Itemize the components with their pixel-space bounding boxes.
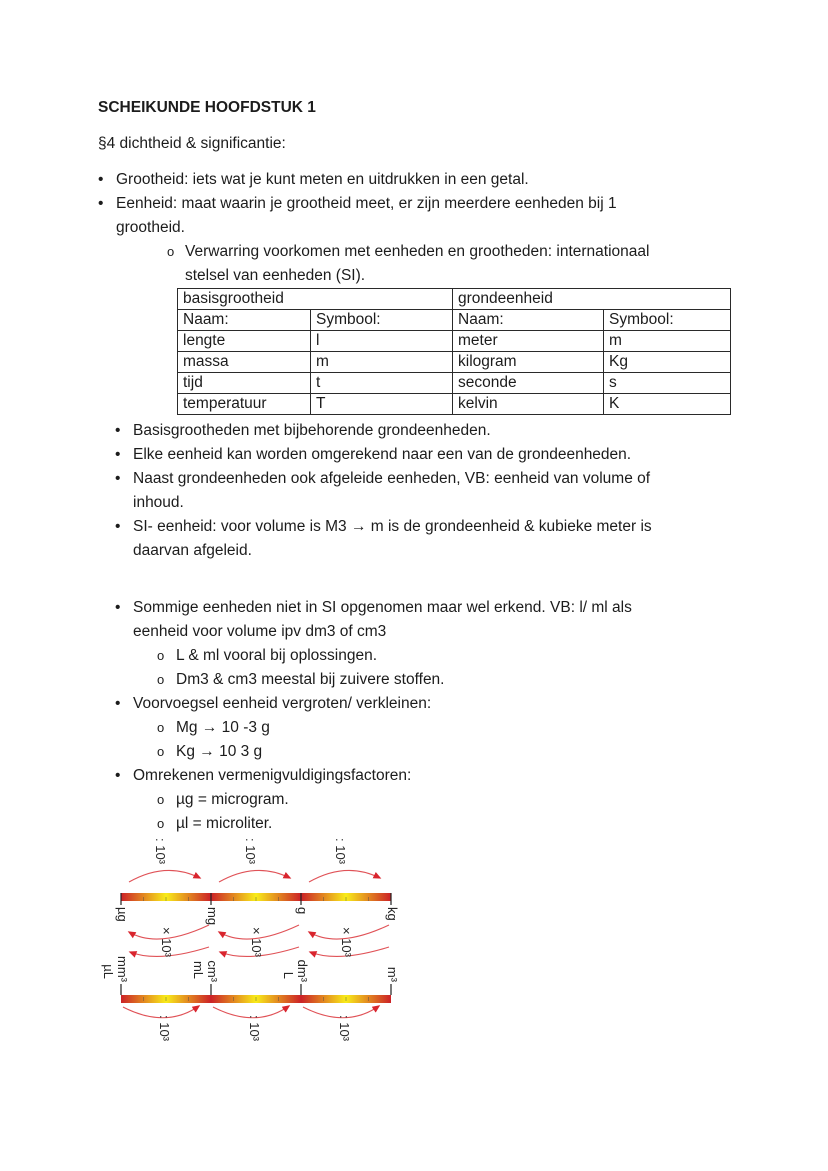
- divide-label: : 10³: [337, 1015, 352, 1042]
- divide-label: : 10³: [243, 838, 258, 865]
- divide-arrow: [129, 870, 200, 882]
- list-item-text: Verwarring voorkomen met eenheden en grootheden: internationaal: [185, 243, 650, 260]
- table-row: [178, 352, 731, 373]
- list-item-text: stelsel van eenheden (SI).: [185, 267, 366, 284]
- list-item: [115, 764, 788, 788]
- list-item-text: Sommige eenheden niet in SI opgenomen maar wel erkend. VB: l/ ml als: [133, 599, 632, 616]
- circle-marker: o: [157, 744, 165, 759]
- list-item: [167, 240, 788, 288]
- list-item-text: µg = microgram.: [176, 791, 289, 808]
- list-item-text: Grootheid: iets wat je kunt meten en uitdrukken in een getal.: [116, 171, 529, 188]
- column-header: Naam:: [178, 310, 311, 331]
- circle-marker: o: [157, 792, 165, 807]
- table-cell: t: [311, 373, 453, 394]
- table-row: [178, 373, 731, 394]
- table-header-basisgrootheid: basisgrootheid: [178, 289, 453, 310]
- list-item-text: grootheid.: [116, 219, 185, 236]
- volume-unit-label: µL: [101, 964, 116, 979]
- list-item-text: µl = microliter.: [176, 815, 273, 832]
- bullet-marker: •: [115, 470, 121, 487]
- multiply-label: × 10³: [159, 927, 174, 957]
- table-cell: tijd: [178, 373, 311, 394]
- list-item: [115, 515, 788, 563]
- mass-unit-label: kg: [385, 907, 400, 921]
- bullet-marker: •: [115, 518, 121, 535]
- table-cell: m: [311, 352, 453, 373]
- list-item-text: Voorvoegsel eenheid vergroten/ verkleinen:: [133, 695, 432, 712]
- divide-arrow: [309, 870, 380, 882]
- list-item-text: Basisgrootheden met bijbehorende grondeenheden.: [133, 422, 491, 439]
- table-cell: massa: [178, 352, 311, 373]
- list-item-text: Dm3 & cm3 meestal bij zuivere stoffen.: [176, 671, 445, 688]
- list-item: [157, 668, 788, 692]
- list-item-text: Naast grondeenheden ook afgeleide eenheden, VB: eenheid van volume of: [133, 470, 651, 487]
- bullet-marker: •: [98, 171, 104, 188]
- bullet-marker: •: [115, 599, 121, 616]
- volume-unit-label: L: [281, 971, 296, 979]
- bullet-marker: •: [98, 195, 104, 212]
- multiply-label: × 10³: [339, 927, 354, 957]
- circle-marker: o: [157, 816, 165, 831]
- list-item-text: daarvan afgeleid.: [133, 542, 252, 559]
- list-item-text: Omrekenen vermenigvuldigingsfactoren:: [133, 767, 412, 784]
- table-cell: T: [311, 394, 453, 415]
- list-item: [157, 788, 788, 812]
- list-item: [115, 692, 788, 716]
- list-item: [157, 716, 788, 740]
- table-cell: m: [604, 331, 731, 352]
- bullet-marker: •: [115, 767, 121, 784]
- multiply-label: × 10³: [249, 927, 264, 957]
- volume-unit-label: mL: [191, 960, 206, 979]
- table-cell: s: [604, 373, 731, 394]
- divide-label: : 10³: [157, 1015, 172, 1042]
- list-item-text: Kg → 10 3 g: [176, 743, 263, 760]
- table-cell: meter: [453, 331, 604, 352]
- circle-marker: o: [167, 244, 175, 259]
- bullet-marker: •: [115, 695, 121, 712]
- list-item: [115, 596, 788, 644]
- list-item: [115, 443, 788, 467]
- table-cell: K: [604, 394, 731, 415]
- divide-label: : 10³: [153, 838, 168, 865]
- table-cell: lengte: [178, 331, 311, 352]
- list-item: [115, 419, 788, 443]
- table-cell: seconde: [453, 373, 604, 394]
- list-item: [98, 192, 788, 240]
- list-item: [115, 467, 788, 515]
- table-cell: Kg: [604, 352, 731, 373]
- circle-marker: o: [157, 648, 165, 663]
- column-header: Symbool:: [604, 310, 731, 331]
- section-heading: §4 dichtheid & significantie:: [98, 135, 286, 152]
- volume-unit-label: cm³: [205, 960, 220, 982]
- divide-label: : 10³: [247, 1015, 262, 1042]
- divide-arrow: [219, 870, 290, 882]
- blank-space: [98, 563, 788, 596]
- table-row: [178, 331, 731, 352]
- table-cell: kilogram: [453, 352, 604, 373]
- si-units-table: [177, 288, 731, 415]
- circle-marker: o: [157, 720, 165, 735]
- bullet-marker: •: [115, 422, 121, 439]
- document-page: [98, 96, 788, 836]
- divide-label: : 10³: [333, 838, 348, 865]
- unit-conversion-diagram: [100, 833, 410, 1073]
- page-title: SCHEIKUNDE HOOFDSTUK 1: [98, 99, 316, 116]
- volume-unit-label: mm³: [115, 956, 130, 982]
- column-header: Naam:: [453, 310, 604, 331]
- column-header: Symbool:: [311, 310, 453, 331]
- table-cell: kelvin: [453, 394, 604, 415]
- table-cell: l: [311, 331, 453, 352]
- list-item-text: Eenheid: maat waarin je grootheid meet, er zijn meerdere eenheden bij 1: [116, 195, 617, 212]
- mass-unit-label: µg: [115, 907, 130, 922]
- list-item: [98, 168, 788, 192]
- list-item-text: eenheid voor volume ipv dm3 of cm3: [133, 623, 387, 640]
- volume-unit-label: dm³: [295, 959, 310, 982]
- table-row: [178, 289, 731, 310]
- list-item-text: inhoud.: [133, 494, 184, 511]
- table-cell: temperatuur: [178, 394, 311, 415]
- mass-unit-label: g: [295, 907, 310, 915]
- volume-unit-label: m³: [385, 966, 400, 982]
- circle-marker: o: [157, 672, 165, 687]
- list-item-text: L & ml vooral bij oplossingen.: [176, 647, 378, 664]
- mass-unit-label: mg: [205, 907, 220, 926]
- bullet-marker: •: [115, 446, 121, 463]
- list-item-text: SI- eenheid: voor volume is M3 → m is de grondeenheid & kubieke meter is: [133, 518, 652, 535]
- table-row: [178, 310, 731, 331]
- list-item: [157, 644, 788, 668]
- list-item-text: Mg → 10 -3 g: [176, 719, 270, 736]
- list-item: [157, 740, 788, 764]
- list-item-text: Elke eenheid kan worden omgerekend naar een van de grondeenheden.: [133, 446, 632, 463]
- table-header-grondeenheid: grondeenheid: [453, 289, 731, 310]
- table-row: [178, 394, 731, 415]
